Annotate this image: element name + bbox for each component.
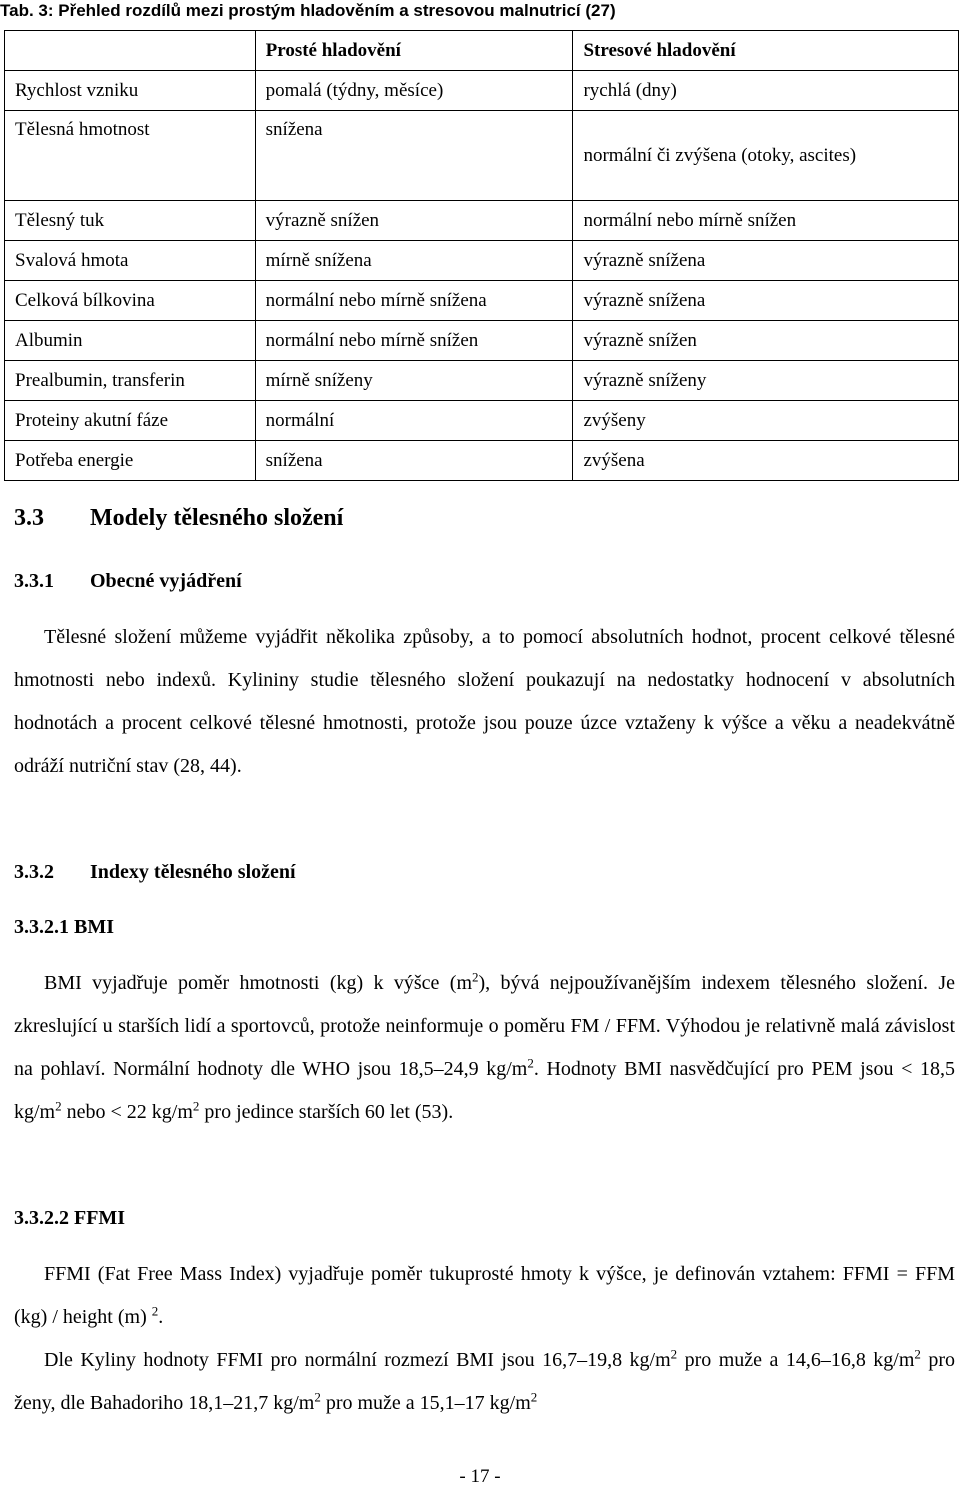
table-cell: mírně sníženy bbox=[255, 361, 573, 401]
table-cell: výrazně snížena bbox=[573, 281, 959, 321]
text-run: . bbox=[158, 1306, 164, 1328]
text-run: ), bývá nejpoužívanějším indexem tělesného složení. Je zkreslující u starších lidí a sportovců, protože neinformuje o poměru FM / FFM. Výhodou je relativně malá závislost na pohlaví. Normální hodnoty dle WHO jsou 18,5–24,9 kg/m bbox=[14, 972, 955, 1080]
table-cell: normální nebo mírně snížen bbox=[573, 201, 959, 241]
table-header-cell: Stresové hladovění bbox=[573, 31, 959, 71]
table-cell: Tělesný tuk bbox=[5, 201, 256, 241]
text-run: pro jedince starších 60 let (53). bbox=[199, 1101, 454, 1123]
subsection-heading bbox=[14, 861, 296, 884]
superscript: 2 bbox=[192, 1098, 200, 1114]
table-row bbox=[5, 201, 959, 241]
table-cell: Potřeba energie bbox=[5, 441, 256, 481]
superscript: 2 bbox=[670, 1346, 678, 1362]
table-cell: výrazně sníženy bbox=[573, 361, 959, 401]
subsection-title: Indexy tělesného složení bbox=[90, 861, 296, 883]
text-run: FFMI (Fat Free Mass Index) vyjadřuje poměr tukuprosté hmoty k výšce, je definován vztahem: FFMI = FFM (kg) / height (m) bbox=[14, 1263, 955, 1328]
table-cell: Proteiny akutní fáze bbox=[5, 401, 256, 441]
table-row bbox=[5, 361, 959, 401]
superscript: 2 bbox=[527, 1055, 534, 1071]
table-row bbox=[5, 71, 959, 111]
paragraph-ffmi bbox=[14, 1253, 955, 1339]
paragraph-ffmi-values bbox=[14, 1339, 955, 1425]
section-title: Modely tělesného složení bbox=[90, 505, 344, 531]
table-cell: Celková bílkovina bbox=[5, 281, 256, 321]
table-cell: rychlá (dny) bbox=[573, 71, 959, 111]
table-cell: normální nebo mírně snížen bbox=[255, 321, 573, 361]
paragraph-general: Tělesné složení můžeme vyjádřit několika způsoby, a to pomocí absolutních hodnot, procent celkové tělesné hmotnosti nebo indexů. Kylininy studie tělesného složení poukazují na nedostatky hodnocení v absolutních hodnotách a procent celkové tělesné hmotnosti, protože jsou pouze úzce vztaženy k výšce a věku a neadekvátně odráží nutriční stav (28, 44). bbox=[14, 626, 955, 777]
section-heading bbox=[14, 505, 343, 532]
text-run: pro muže a 14,6–16,8 kg/m bbox=[677, 1349, 915, 1371]
superscript: 2 bbox=[914, 1346, 921, 1362]
text-run: . Hodnoty BMI nasvědčující pro PEM jsou < 18,5 kg/m bbox=[14, 1058, 955, 1123]
table-cell: mírně snížena bbox=[255, 241, 573, 281]
table-row bbox=[5, 111, 959, 201]
paragraph-bmi bbox=[14, 962, 955, 1134]
text-run: Dle Kyliny hodnoty FFMI pro normální rozmezí BMI jsou 16,7–19,8 kg/m bbox=[44, 1349, 671, 1371]
table-cell: výrazně snížen bbox=[573, 321, 959, 361]
ffmi-heading: 3.3.2.2 FFMI bbox=[14, 1207, 126, 1229]
subsection-heading bbox=[14, 570, 242, 593]
table-cell: snížena bbox=[255, 441, 573, 481]
subsection-title: Obecné vyjádření bbox=[90, 570, 242, 592]
table-row bbox=[5, 321, 959, 361]
table-cell: normální nebo mírně snížena bbox=[255, 281, 573, 321]
table-row bbox=[5, 401, 959, 441]
table-header-row bbox=[5, 31, 959, 71]
superscript: 2 bbox=[151, 1303, 159, 1319]
table-cell: Rychlost vzniku bbox=[5, 71, 256, 111]
table-cell: pomalá (týdny, měsíce) bbox=[255, 71, 573, 111]
table-cell: výrazně snížen bbox=[255, 201, 573, 241]
superscript: 2 bbox=[314, 1389, 321, 1405]
table-cell: výrazně snížena bbox=[573, 241, 959, 281]
subsection-number: 3.3.2 bbox=[14, 861, 54, 883]
section-number: 3.3 bbox=[14, 505, 44, 531]
table-cell: Albumin bbox=[5, 321, 256, 361]
table-cell: normální bbox=[255, 401, 573, 441]
table-header-cell bbox=[5, 31, 256, 71]
table-cell: zvýšena bbox=[573, 441, 959, 481]
table-cell: Prealbumin, transferin bbox=[5, 361, 256, 401]
bmi-heading: 3.3.2.1 BMI bbox=[14, 916, 114, 938]
page-number: - 17 - bbox=[459, 1466, 501, 1487]
table-cell: normální či zvýšena (otoky, ascites) bbox=[573, 111, 959, 201]
text-run: BMI vyjadřuje poměr hmotnosti (kg) k výšce (m bbox=[44, 972, 473, 994]
table-header-cell: Prosté hladovění bbox=[255, 31, 573, 71]
table-caption: Tab. 3: Přehled rozdílů mezi prostým hladověním a stresovou malnutricí (27) bbox=[0, 1, 616, 20]
table-cell: Svalová hmota bbox=[5, 241, 256, 281]
text-run: pro ženy, dle Bahadoriho 18,1–21,7 kg/m bbox=[14, 1349, 955, 1414]
superscript: 2 bbox=[472, 969, 479, 985]
superscript: 2 bbox=[55, 1098, 62, 1114]
text-run: nebo < 22 kg/m bbox=[61, 1101, 193, 1123]
table-cell: Tělesná hmotnost bbox=[5, 111, 256, 201]
subsection-number: 3.3.1 bbox=[14, 570, 54, 592]
table-cell: zvýšeny bbox=[573, 401, 959, 441]
text-run: pro muže a 15,1–17 kg/m bbox=[320, 1392, 531, 1414]
table-cell: snížena bbox=[255, 111, 573, 201]
table-row bbox=[5, 281, 959, 321]
table-row bbox=[5, 441, 959, 481]
comparison-table bbox=[4, 30, 959, 481]
table-row bbox=[5, 241, 959, 281]
superscript: 2 bbox=[530, 1389, 538, 1405]
